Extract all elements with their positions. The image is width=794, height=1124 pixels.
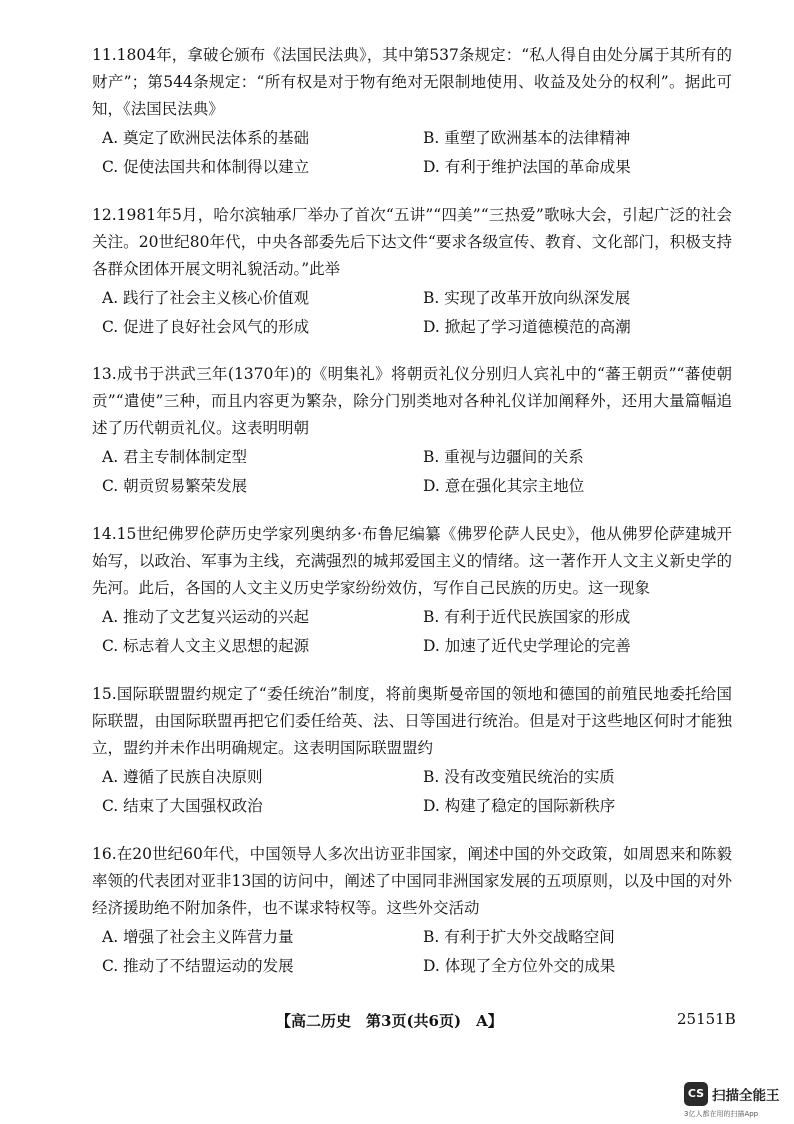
question-13 xyxy=(92,361,732,496)
option-d: D. 有利于维护法国的革命成果 xyxy=(423,158,631,176)
option-a: A. 君主专制体制定型 xyxy=(102,448,248,466)
question-number: 12. xyxy=(92,206,117,224)
question-12 xyxy=(92,202,732,337)
question-15 xyxy=(92,681,732,816)
question-number: 13. xyxy=(92,365,117,383)
option-d: D. 掀起了学习道德模范的高潮 xyxy=(423,318,631,336)
question-number: 11. xyxy=(92,46,117,64)
option-a: A. 增强了社会主义阵营力量 xyxy=(102,928,294,946)
question-text: 1804年，拿破仑颁布《法国民法典》，其中第537条规定：“私人得自由处分属于其所有的财产”；第544条规定：“所有权是对于物有绝对无限制地使用、收益及处分的权利”。据此可知，《法国民法典》 xyxy=(92,46,732,118)
option-d: D. 构建了稳定的国际新秩序 xyxy=(423,797,616,815)
question-number: 15. xyxy=(92,685,117,703)
option-a: A. 奠定了欧洲民法体系的基础 xyxy=(102,129,310,147)
option-d: D. 意在强化其宗主地位 xyxy=(423,477,585,495)
option-b: B. 重塑了欧洲基本的法律精神 xyxy=(423,129,631,147)
question-stem xyxy=(92,521,732,602)
question-stem xyxy=(92,681,732,762)
watermark-name: 扫描全能王 xyxy=(712,1088,780,1104)
options xyxy=(92,927,732,976)
question-number: 14. xyxy=(92,525,117,543)
question-text: 1981年5月，哈尔滨轴承厂举办了首次“五讲”“四美”“三热爱”歌咏大会，引起广泛的社会关注。20世纪80年代，中央各部委先后下达文件“要求各级宣传、教育、文化部门，积极支持各群众团体开展文明礼貌活动。”此举 xyxy=(92,206,732,278)
option-b: B. 没有改变殖民统治的实质 xyxy=(423,768,615,786)
options xyxy=(92,607,732,656)
option-a: A. 遵循了民族自决原则 xyxy=(102,768,263,786)
option-c: C. 促进了良好社会风气的形成 xyxy=(102,318,310,336)
page-footer xyxy=(0,1010,794,1034)
question-number: 16. xyxy=(92,845,117,863)
question-text: 在20世纪60年代，中国领导人多次出访亚非国家，阐述中国的外交政策，如周恩来和陈毅率领的代表团对亚非13国的访问中，阐述了中国同非洲国家发展的五项原则，以及中国的对外经济援助绝不附加条件，也不谋求特权等。这些外交活动 xyxy=(92,845,732,917)
option-d: D. 体现了全方位外交的成果 xyxy=(423,957,616,975)
question-16 xyxy=(92,841,732,976)
question-text: 15世纪佛罗伦萨历史学家列奥纳多·布鲁尼编纂《佛罗伦萨人民史》，他从佛罗伦萨建城开始写，以政治、军事为主线，充满强烈的城邦爱国主义的情绪。这一著作开人文主义新史学的先河。此后，各国的人文主义历史学家纷纷效仿，写作自己民族的历史。这一现象 xyxy=(92,525,732,597)
question-stem xyxy=(92,202,732,283)
option-b: B. 有利于近代民族国家的形成 xyxy=(423,608,631,626)
option-c: C. 促使法国共和体制得以建立 xyxy=(102,158,310,176)
option-c: C. 结束了大国强权政治 xyxy=(102,797,263,815)
question-14 xyxy=(92,521,732,656)
watermark-tagline: 3亿人都在用的扫描App xyxy=(684,1110,759,1118)
question-stem xyxy=(92,841,732,922)
option-c: C. 推动了不结盟运动的发展 xyxy=(102,957,294,975)
scanner-watermark xyxy=(684,1082,792,1120)
option-d: D. 加速了近代史学理论的完善 xyxy=(423,637,631,655)
option-b: B. 重视与边疆间的关系 xyxy=(423,448,584,466)
question-text: 国际联盟盟约规定了“委任统治”制度，将前奥斯曼帝国的领地和德国的前殖民地委托给国际联盟，由国际联盟再把它们委任给英、法、日等国进行统治。但是对于这些地区何时才能独立，盟约并未作出明确规定。这表明国际联盟盟约 xyxy=(92,685,732,757)
footer-label: 【高二历史 第3页(共6页) A】 xyxy=(276,1012,503,1030)
options xyxy=(92,128,732,177)
options xyxy=(92,447,732,496)
question-11 xyxy=(92,42,732,177)
option-b: B. 有利于扩大外交战略空间 xyxy=(423,928,615,946)
question-stem xyxy=(92,361,732,442)
camscanner-logo-icon: CS xyxy=(684,1082,708,1106)
option-a: A. 推动了文艺复兴运动的兴起 xyxy=(102,608,310,626)
option-c: C. 朝贡贸易繁荣发展 xyxy=(102,477,248,495)
question-stem xyxy=(92,42,732,123)
question-text: 成书于洪武三年(1370年)的《明集礼》将朝贡礼仪分别归人宾礼中的“蕃王朝贡”“蕃使朝贡”“遣使”三种，而且内容更为繁杂，除分门别类地对各种礼仪详加阐释外，还用大量篇幅追述了历代朝贡礼仪。这表明明朝 xyxy=(92,365,732,437)
options xyxy=(92,288,732,337)
options xyxy=(92,767,732,816)
option-a: A. 践行了社会主义核心价值观 xyxy=(102,289,310,307)
option-c: C. 标志着人文主义思想的起源 xyxy=(102,637,310,655)
option-b: B. 实现了改革开放向纵深发展 xyxy=(423,289,631,307)
paper-code: 25151B xyxy=(677,1010,736,1028)
